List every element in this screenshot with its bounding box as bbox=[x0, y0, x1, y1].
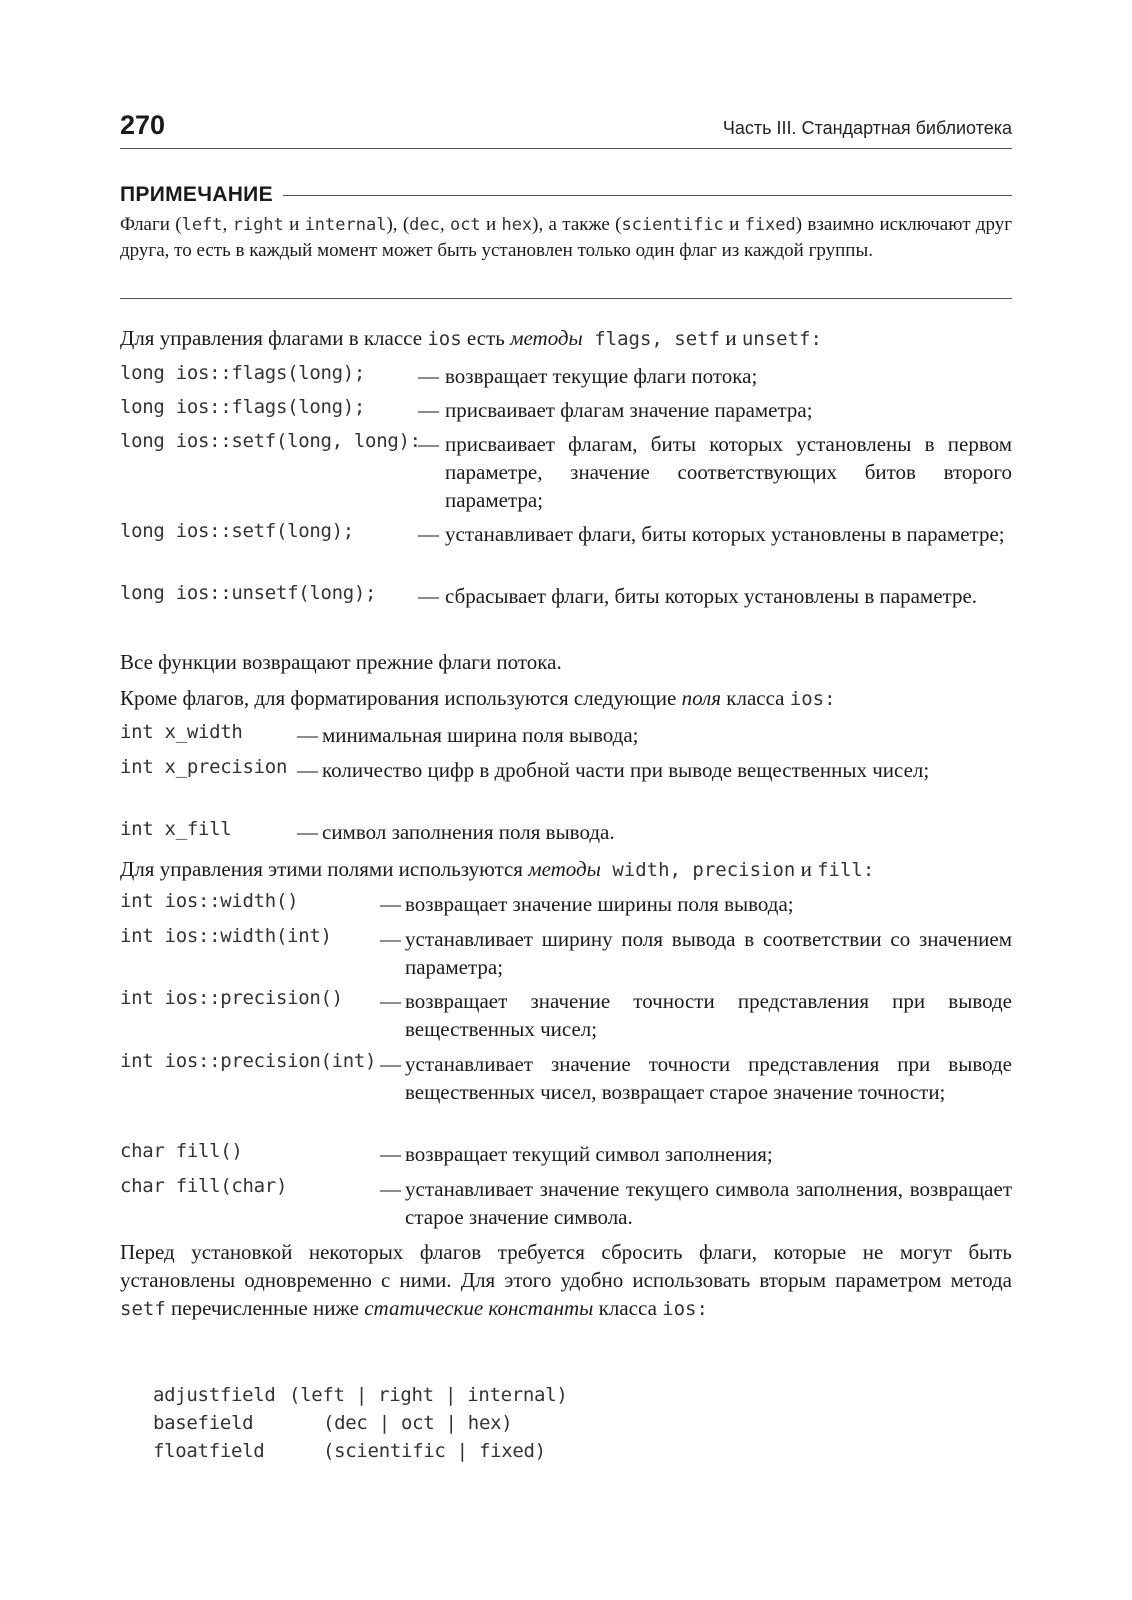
paragraph-fields-intro: Кроме флагов, для форматирования используются следующие поля класса ios: bbox=[120, 686, 836, 710]
definition-item bbox=[120, 362, 1012, 390]
paragraph-return-note: Все функции возвращают прежние флаги потока. bbox=[120, 650, 562, 674]
definition-term: long ios::setf(long); bbox=[120, 520, 354, 542]
definition-term: long ios::setf(long, long): bbox=[120, 430, 421, 452]
code-line bbox=[153, 1412, 753, 1440]
definition-text: сбрасывает флаги, биты которых установлены в параметре. bbox=[445, 584, 978, 608]
constant-name: floatfield bbox=[153, 1440, 265, 1462]
constant-value: (scientific | fixed) bbox=[323, 1440, 546, 1462]
running-title: Часть III. Стандартная библиотека bbox=[722, 118, 1012, 138]
definition-item bbox=[120, 520, 1012, 576]
definition-item bbox=[120, 987, 1012, 1043]
definition-dash: — bbox=[380, 989, 401, 1013]
definition-item bbox=[120, 1140, 1012, 1168]
definition-text: присваивает флагам значение параметра; bbox=[445, 398, 813, 422]
definition-term: int ios::precision() bbox=[120, 987, 343, 1009]
definition-term: int x_precision bbox=[120, 756, 288, 778]
definition-term: long ios::flags(long); bbox=[120, 396, 366, 418]
paragraph-constants-intro: Перед установкой некоторых флагов требуется сбросить флаги, которые не могут быть установлены одновременно с ними. Для этого удобно использовать вторым параметром метода setf перечисленные ниже статические константы класса ios: bbox=[120, 1240, 1012, 1320]
definition-term: int ios::width() bbox=[120, 890, 299, 912]
constants-code-block bbox=[153, 1384, 753, 1468]
definition-item bbox=[120, 430, 1012, 514]
definition-text: устанавливает значение текущего символа заполнения, возвращает старое значение символа. bbox=[405, 1177, 1012, 1229]
definition-text: возвращает текущие флаги потока; bbox=[445, 364, 758, 388]
definition-dash: — bbox=[297, 758, 318, 782]
definition-text: количество цифр в дробной части при выводе вещественных чисел; bbox=[322, 758, 930, 782]
note-rule bbox=[283, 195, 1012, 196]
definition-dash: — bbox=[418, 364, 439, 388]
definition-dash: — bbox=[380, 1142, 401, 1166]
constant-name: adjustfield bbox=[153, 1384, 276, 1406]
definition-text: устанавливает флаги, биты которых установлены в параметре; bbox=[445, 522, 1005, 546]
definition-item bbox=[120, 1050, 1012, 1134]
definition-term: int x_fill bbox=[120, 818, 232, 840]
definition-text: возвращает значение ширины поля вывода; bbox=[405, 892, 794, 916]
definition-dash: — bbox=[380, 892, 401, 916]
note-text: Флаги (left, right и internal), (dec, oct и hex), а также (scientific и fixed) взаимно исключают друг друга, то есть в каждый момент может быть установлен только один флаг из каждой группы. bbox=[120, 214, 1013, 261]
page-number: 270 bbox=[120, 110, 166, 140]
note-title: ПРИМЕЧАНИЕ bbox=[120, 183, 273, 206]
definition-dash: — bbox=[380, 1177, 401, 1201]
definition-term: long ios::flags(long); bbox=[120, 362, 366, 384]
definition-text: возвращает значение точности представления при выводе вещественных чисел; bbox=[405, 989, 1012, 1041]
definition-dash: — bbox=[380, 1052, 401, 1076]
definition-dash: — bbox=[418, 584, 439, 608]
note-title-row bbox=[120, 180, 1012, 210]
definition-item bbox=[120, 756, 1012, 812]
definition-dash: — bbox=[297, 820, 318, 844]
paragraph-flag-methods-intro: Для управления флагами в классе ios есть методы flags, setf и unsetf: bbox=[120, 326, 822, 350]
definition-term: char fill(char) bbox=[120, 1175, 288, 1197]
definition-item bbox=[120, 721, 1012, 749]
definition-text: символ заполнения поля вывода. bbox=[322, 820, 615, 844]
definition-dash: — bbox=[418, 398, 439, 422]
definition-term: char fill() bbox=[120, 1140, 243, 1162]
constant-name: basefield bbox=[153, 1412, 254, 1434]
constant-value: (dec | oct | hex) bbox=[323, 1412, 513, 1434]
definition-item bbox=[120, 396, 1012, 424]
paragraph-field-methods-intro: Для управления этими полями используются методы width, precision и fill: bbox=[120, 857, 875, 881]
page-header bbox=[120, 108, 1012, 149]
note-box bbox=[120, 180, 1012, 299]
definition-dash: — bbox=[380, 927, 401, 951]
constant-value: (left | right | internal) bbox=[289, 1384, 568, 1406]
definition-text: присваивает флагам, биты которых установлены в первом параметре, значение соответствующих битов второго параметра; bbox=[445, 432, 1012, 512]
definition-term: long ios::unsetf(long); bbox=[120, 582, 377, 604]
code-line bbox=[153, 1440, 753, 1468]
definition-item bbox=[120, 1175, 1012, 1231]
definition-item bbox=[120, 925, 1012, 981]
code-line bbox=[153, 1384, 753, 1412]
definition-text: возвращает текущий символ заполнения; bbox=[405, 1142, 773, 1166]
definition-term: int ios::width(int) bbox=[120, 925, 332, 947]
definition-dash: — bbox=[297, 723, 318, 747]
definition-item bbox=[120, 582, 1012, 638]
definition-term: int x_width bbox=[120, 721, 243, 743]
definition-term: int ios::precision(int) bbox=[120, 1050, 377, 1072]
definition-dash: — bbox=[418, 432, 439, 456]
definition-text: минимальная ширина поля вывода; bbox=[322, 723, 639, 747]
definition-item bbox=[120, 818, 1012, 846]
definition-item bbox=[120, 890, 1012, 918]
definition-dash: — bbox=[418, 522, 439, 546]
definition-text: устанавливает ширину поля вывода в соответствии со значением параметра; bbox=[405, 927, 1012, 979]
definition-text: устанавливает значение точности представления при выводе вещественных чисел, возвращает старое значение точности; bbox=[405, 1052, 1012, 1104]
